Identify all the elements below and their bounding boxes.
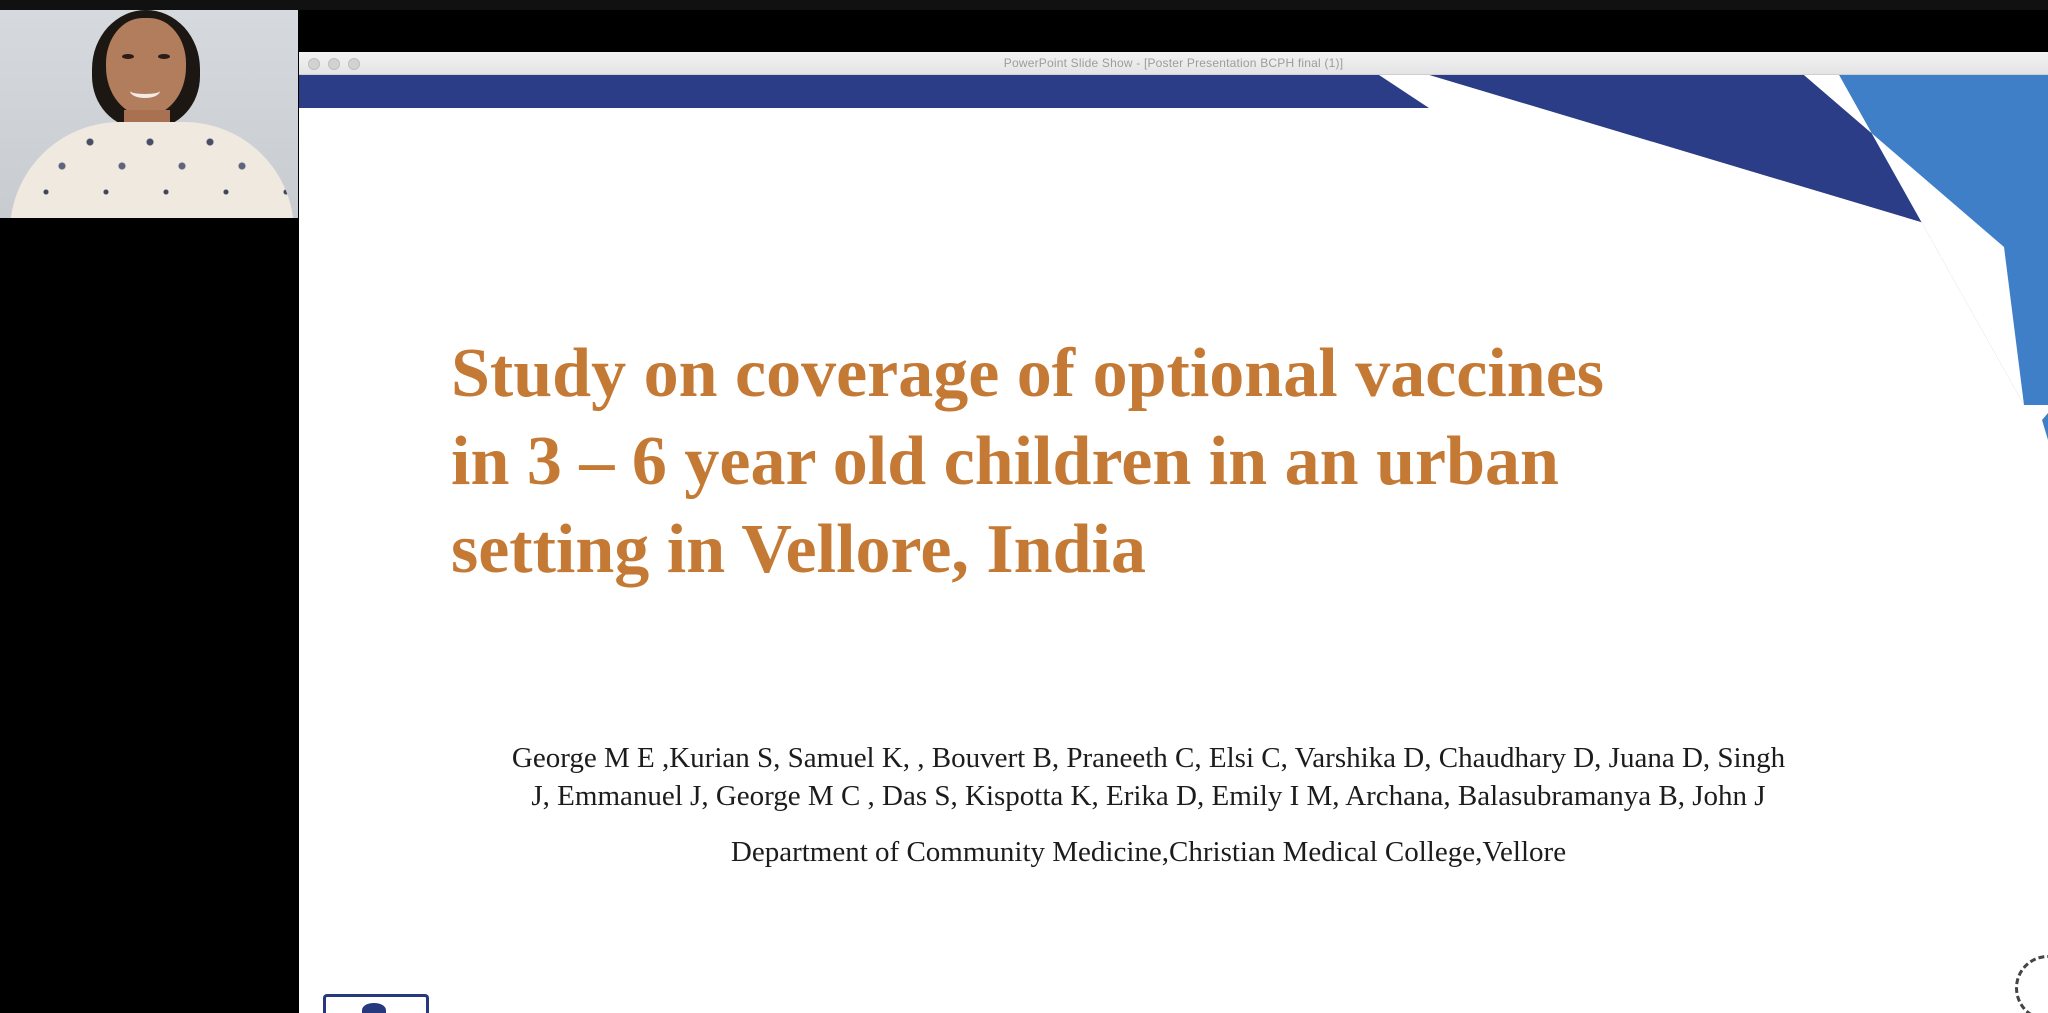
slide-title-line: setting in Vellore, India (451, 511, 1146, 588)
meeting-top-bar (0, 0, 2048, 10)
presenter-left-eye (122, 54, 134, 59)
author-list (391, 739, 1906, 815)
author-line: J, Emmanuel J, George M C , Das S, Kispotta K, Erika D, Emily I M, Archana, Balasubramanya B, John J (531, 780, 1766, 812)
blue-edge-sliver (2042, 413, 2048, 440)
slide-title (451, 330, 1831, 594)
author-line: George M E ,Kurian S, Samuel K, , Bouvert B, Praneeth C, Elsi C, Varshika D, Chaudhary D, Juana D, Singh (511, 742, 1786, 774)
presenter-shirt (10, 122, 294, 218)
navy-top-band (299, 75, 1429, 108)
webcam-video-tile[interactable] (0, 10, 298, 218)
institution-logo-icon (323, 994, 429, 1013)
presenter-face (106, 18, 186, 116)
slide-title-line: in 3 – 6 year old children in an urban (451, 423, 1559, 500)
presenter-right-eye (158, 54, 170, 59)
presentation-slide[interactable] (299, 75, 2048, 1013)
slide-title-line: Study on coverage of optional vaccines (451, 335, 1605, 412)
presenter-smile (130, 84, 160, 98)
department-affiliation: Department of Community Medicine,Christian Medical College,Vellore (730, 836, 1567, 868)
window-title: PowerPoint Slide Show - [Poster Presentation BCPH final (1)] (1003, 56, 1344, 70)
slideshow-window (299, 52, 2048, 1013)
window-titlebar (299, 52, 2048, 75)
